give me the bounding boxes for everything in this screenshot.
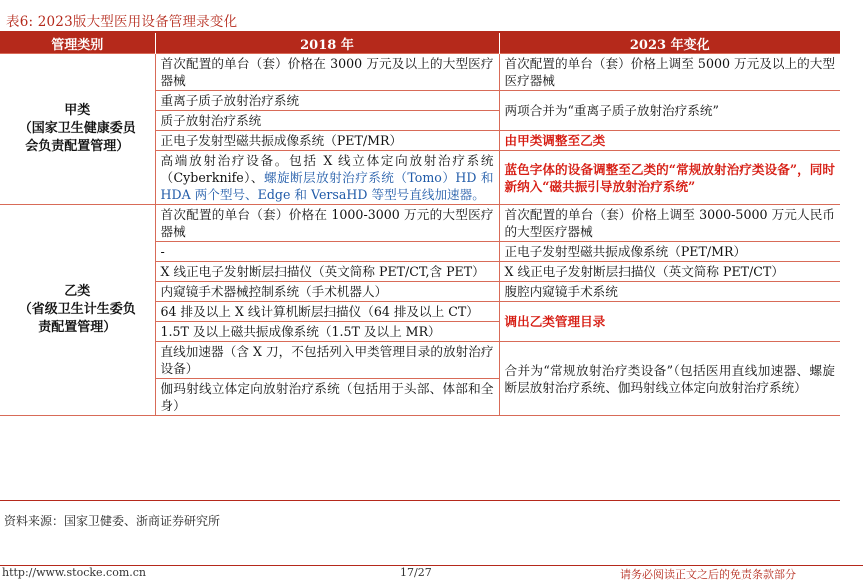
category-a-desc-2: 会负责配置管理） [25, 139, 130, 154]
cell-2018: 首次配置的单台（套）价格在 3000 万元及以上的大型医疗器械 [155, 54, 499, 91]
header-category: 管理类别 [0, 33, 155, 54]
cell-2018: 内窥镜手术器械控制系统（手术机器人） [155, 282, 499, 302]
cell-2023-highlight: 蓝色字体的设备调整至乙类的“常规放射治疗类设备”，同时新纳入“磁共振引导放射治疗系统” [499, 151, 840, 205]
equipment-table [0, 33, 840, 416]
cell-2018: 直线加速器（含 X 刀，不包括列入甲类管理目录的放射治疗设备） [155, 342, 499, 379]
category-a-cell [0, 54, 155, 205]
category-b-desc-1: （省级卫生计生委负 [18, 302, 136, 317]
table-row [0, 54, 840, 91]
category-b-cell [0, 205, 155, 416]
header-row [0, 33, 840, 54]
cell-2018: 质子放射治疗系统 [155, 111, 499, 131]
cell-2023: 两项合并为“重离子质子放射治疗系统” [499, 91, 840, 131]
cell-2023: 正电子发射型磁共振成像系统（PET/MR） [499, 242, 840, 262]
footer-website-link[interactable]: http://www.stocke.com.cn [2, 566, 146, 579]
cell-2018: - [155, 242, 499, 262]
table-title: 表6: 2023版大型医用设备管理录变化 [6, 14, 238, 30]
category-a-desc-1: （国家卫生健康委员 [18, 121, 136, 136]
source-note: 资料来源：国家卫健委、浙商证券研究所 [4, 514, 221, 528]
footer-disclaimer: 请务必阅读正文之后的免责条款部分 [620, 568, 796, 581]
cell-2018 [155, 151, 499, 205]
header-2023: 2023 年变化 [499, 33, 840, 54]
category-b-name: 乙类 [64, 284, 91, 299]
cell-2018: X 线正电子发射断层扫描仪（英文简称 PET/CT,含 PET） [155, 262, 499, 282]
cell-2023: 腹腔内窥镜手术系统 [499, 282, 840, 302]
cell-2018: 1.5T 及以上磁共振成像系统（1.5T 及以上 MR） [155, 322, 499, 342]
header-2018: 2018 年 [155, 33, 499, 54]
cell-2023-highlight: 由甲类调整至乙类 [499, 131, 840, 151]
cell-2023: 首次配置的单台（套）价格上调至 5000 万元及以上的大型医疗器械 [499, 54, 840, 91]
cell-2018: 重离子质子放射治疗系统 [155, 91, 499, 111]
cell-2023: 合并为“常规放射治疗类设备”（包括医用直线加速器、螺旋断层放射治疗系统、伽玛射线立体定向放射治疗系统） [499, 342, 840, 416]
category-a-name: 甲类 [64, 103, 91, 118]
footer-page-number: 17/27 [400, 566, 432, 579]
cell-2023-highlight: 调出乙类管理目录 [499, 302, 840, 342]
category-b-desc-2: 责配置管理） [38, 320, 117, 335]
cell-2023: X 线正电子发射断层扫描仪（英文简称 PET/CT） [499, 262, 840, 282]
cell-2018: 首次配置的单台（套）价格在 1000-3000 万元的大型医疗器械 [155, 205, 499, 242]
cell-2018: 64 排及以上 X 线计算机断层扫描仪（64 排及以上 CT） [155, 302, 499, 322]
cell-2018-blue-text: 螺旋断层放射治疗系统（Tomo）HD 和 HDA 两个型号、Edge 和 VersaHD 等型号直线加速器。 [160, 170, 494, 202]
cell-2018: 正电子发射型磁共振成像系统（PET/MR） [155, 131, 499, 151]
table-row [0, 205, 840, 242]
cell-2018-black-text: 高端放射治疗设备。包括 X 线立体定向放射治疗系统（Cyberknife）、 [160, 153, 494, 185]
cell-2023: 首次配置的单台（套）价格上调至 3000-5000 万元人民币的大型医疗器械 [499, 205, 840, 242]
table-bottom-rule [0, 500, 840, 501]
cell-2018: 伽玛射线立体定向放射治疗系统（包括用于头部、体部和全身） [155, 379, 499, 416]
